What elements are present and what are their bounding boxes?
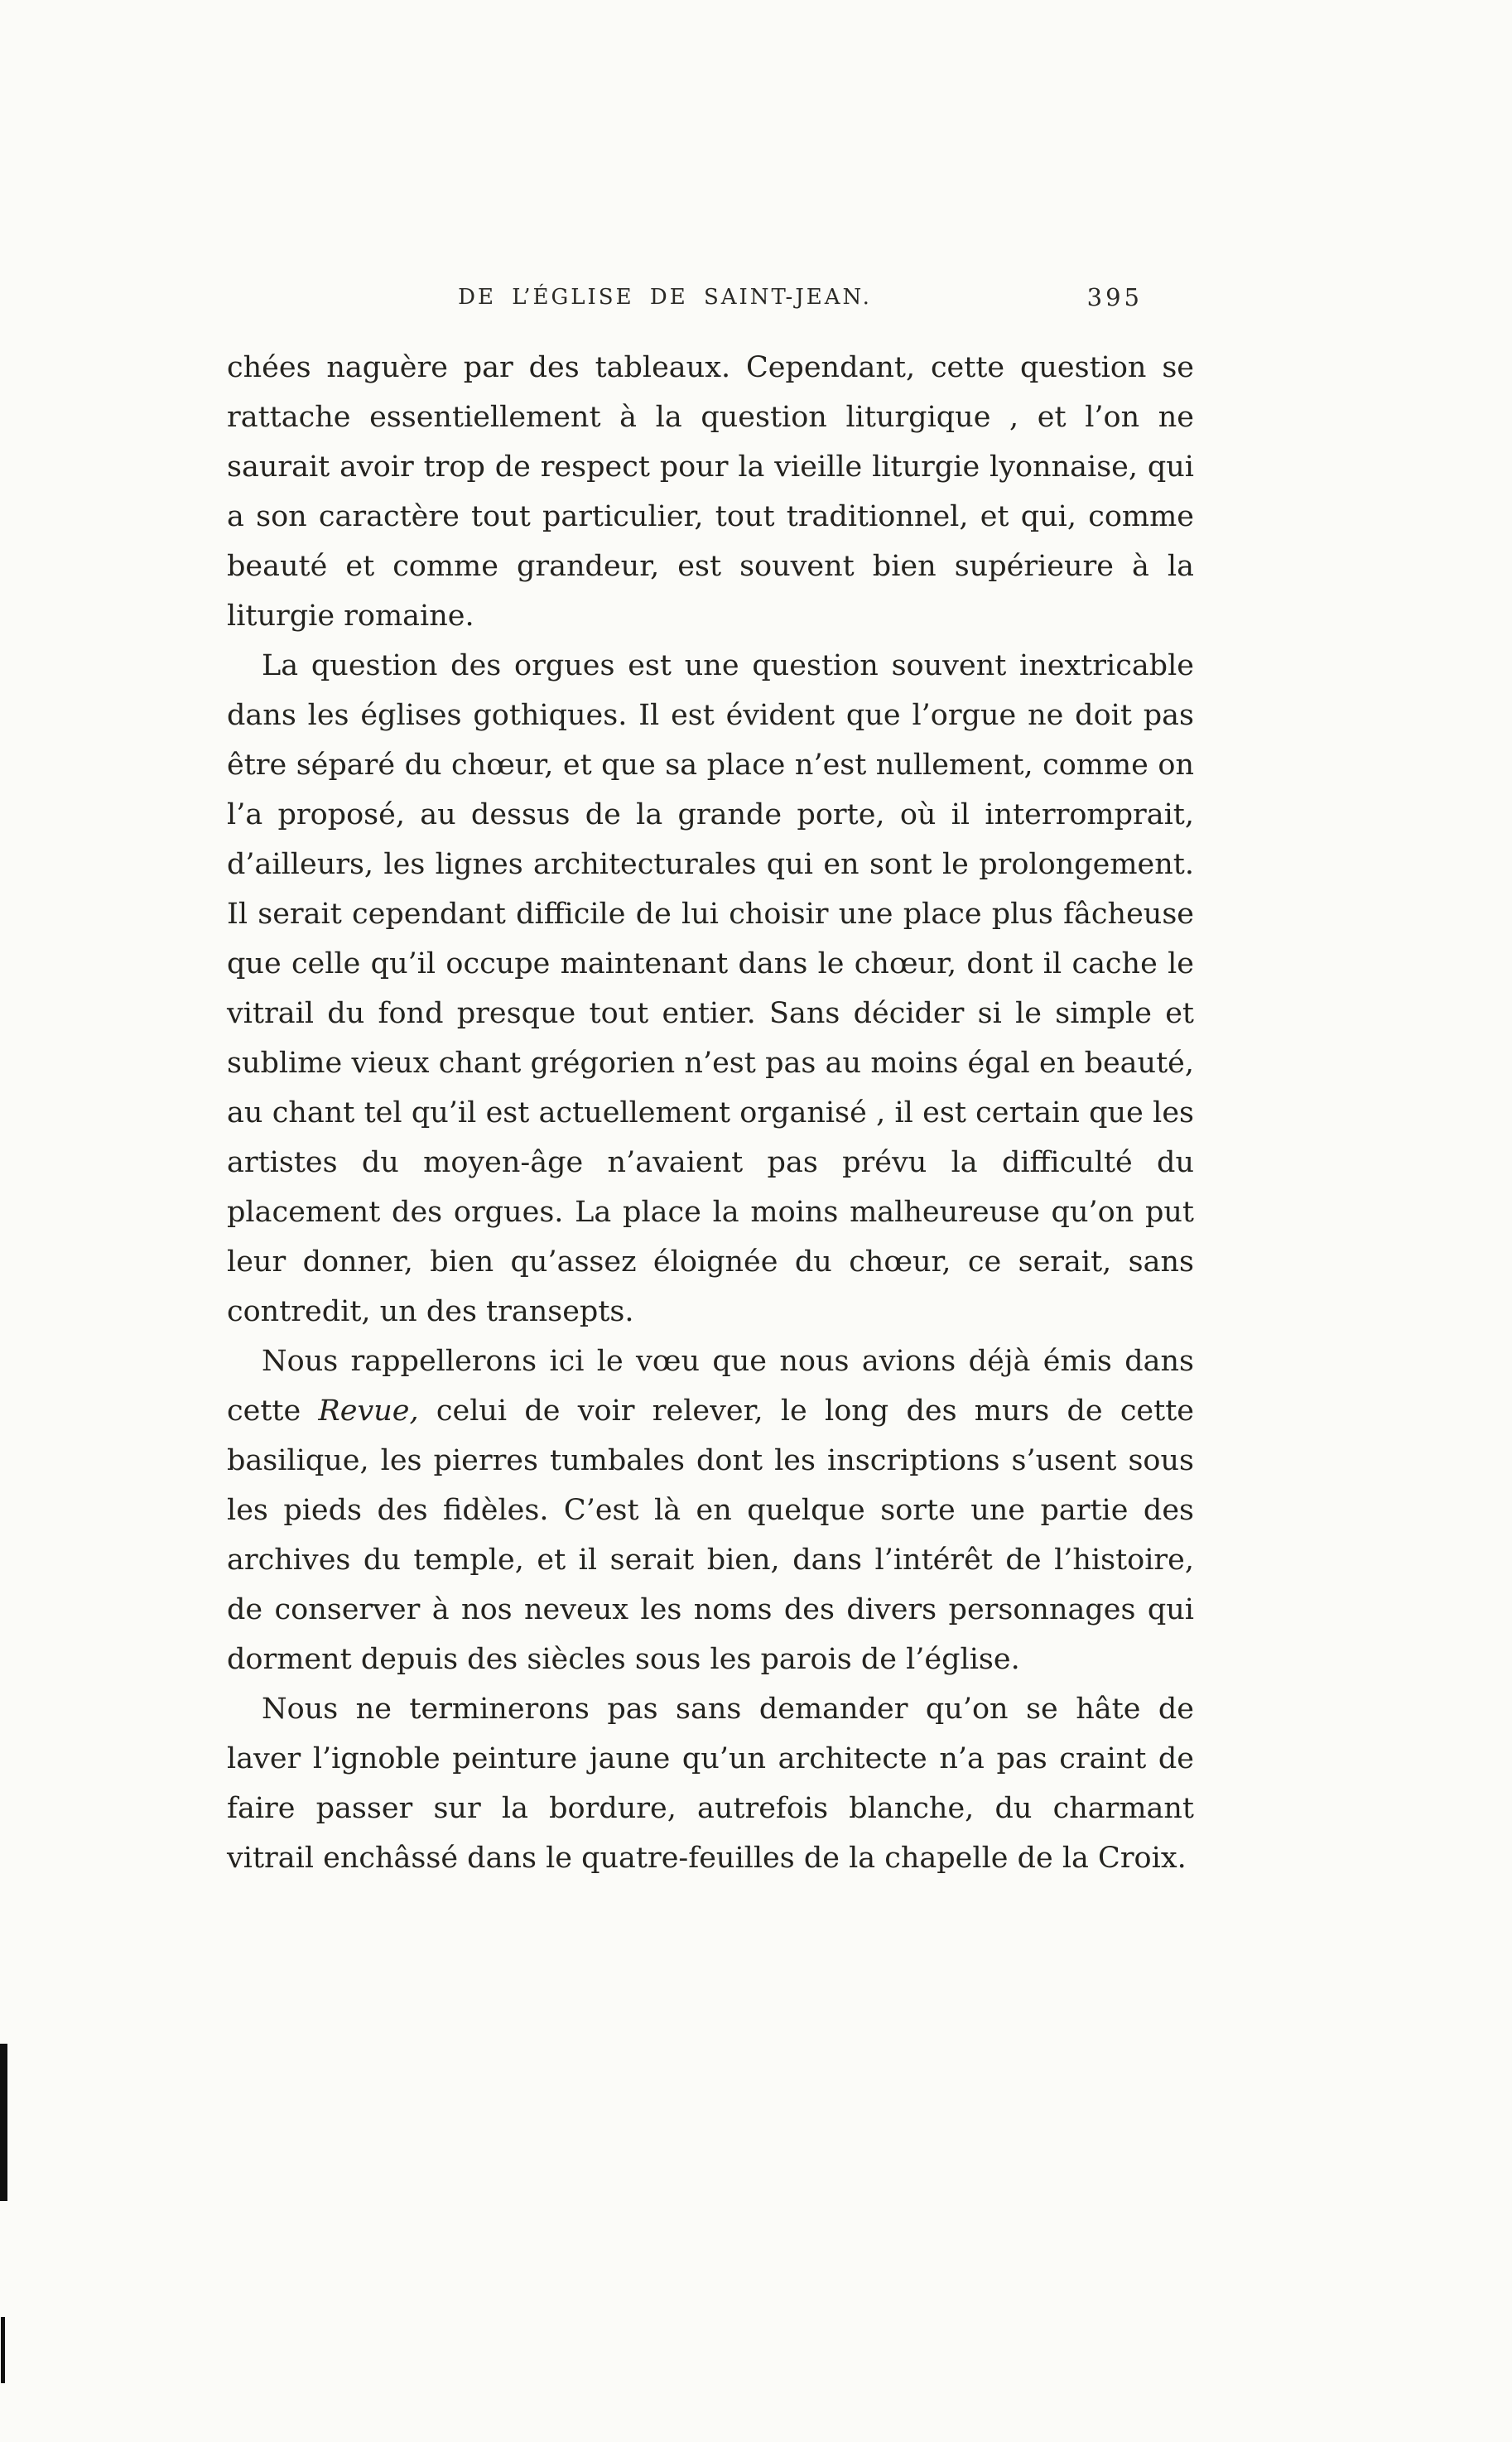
text-segment: Nous rappellerons ici le vœu que nous avions déjà émis dans cette	[227, 1345, 1194, 1428]
paragraph	[227, 1337, 1194, 1684]
page-body	[227, 343, 1194, 1883]
paragraph	[227, 1684, 1194, 1883]
running-head-title: DE L’ÉGLISE DE SAINT-JEAN.	[458, 285, 872, 310]
scan-artifact-mark	[0, 2044, 7, 2201]
running-head	[227, 285, 1194, 323]
italic-text-segment: Revue,	[318, 1394, 419, 1428]
text-segment: Nous ne terminerons pas sans demander qu’on se hâte de laver l’ignoble peinture jaune qu’un architecte n’a pas craint de faire passer sur la bordure, autrefois blanche, du charmant vitrail enchâssé dans le quatre-feuilles de la chapelle de la Croix.	[227, 1693, 1194, 1875]
text-segment: La question des orgues est une question souvent inextricable dans les églises gothiques. Il est évident que l’orgue ne doit pas être séparé du chœur, et que sa place n’est nullement, comme on l’a proposé, au dessus de la grande porte, où il interromprait, d’ailleurs, les lignes architecturales qui en sont le prolongement. Il serait cependant difficile de lui choisir une place plus fâcheuse que celle qu’il occupe maintenant dans le chœur, dont il cache le vitrail du fond presque tout entier. Sans décider si le simple et sublime vieux chant grégorien n’est pas au moins égal en beauté, au chant tel qu’il est actuellement organisé , il est certain que les artistes du moyen-âge n’avaient pas prévu la difficulté du placement des orgues. La place la moins malheureuse qu’on put leur donner, bien qu’assez éloignée du chœur, ce serait, sans contredit, un des transepts.	[227, 649, 1194, 1328]
text-block	[227, 285, 1194, 1883]
paragraph	[227, 343, 1194, 641]
paragraph	[227, 641, 1194, 1337]
text-segment: chées naguère par des tableaux. Cependant, cette question se rattache essentiellement à la question liturgique , et l’on ne saurait avoir trop de respect pour la vieille liturgie lyonnaise, qui a son caractère tout particulier, tout traditionnel, et qui, comme beauté et comme grandeur, est souvent bien supérieure à la liturgie romaine.	[227, 351, 1194, 633]
scan-artifact-mark	[1, 2317, 5, 2383]
page-number: 395	[1086, 283, 1143, 311]
text-segment: celui de voir relever, le long des murs de cette basilique, les pierres tumbales dont les inscriptions s’usent sous les pieds des fidèles. C’est là en quelque sorte une partie des archives du temple, et il serait bien, dans l’intérêt de l’histoire, de conserver à nos neveux les noms des divers personnages qui dorment depuis des siècles sous les parois de l’église.	[227, 1394, 1194, 1676]
